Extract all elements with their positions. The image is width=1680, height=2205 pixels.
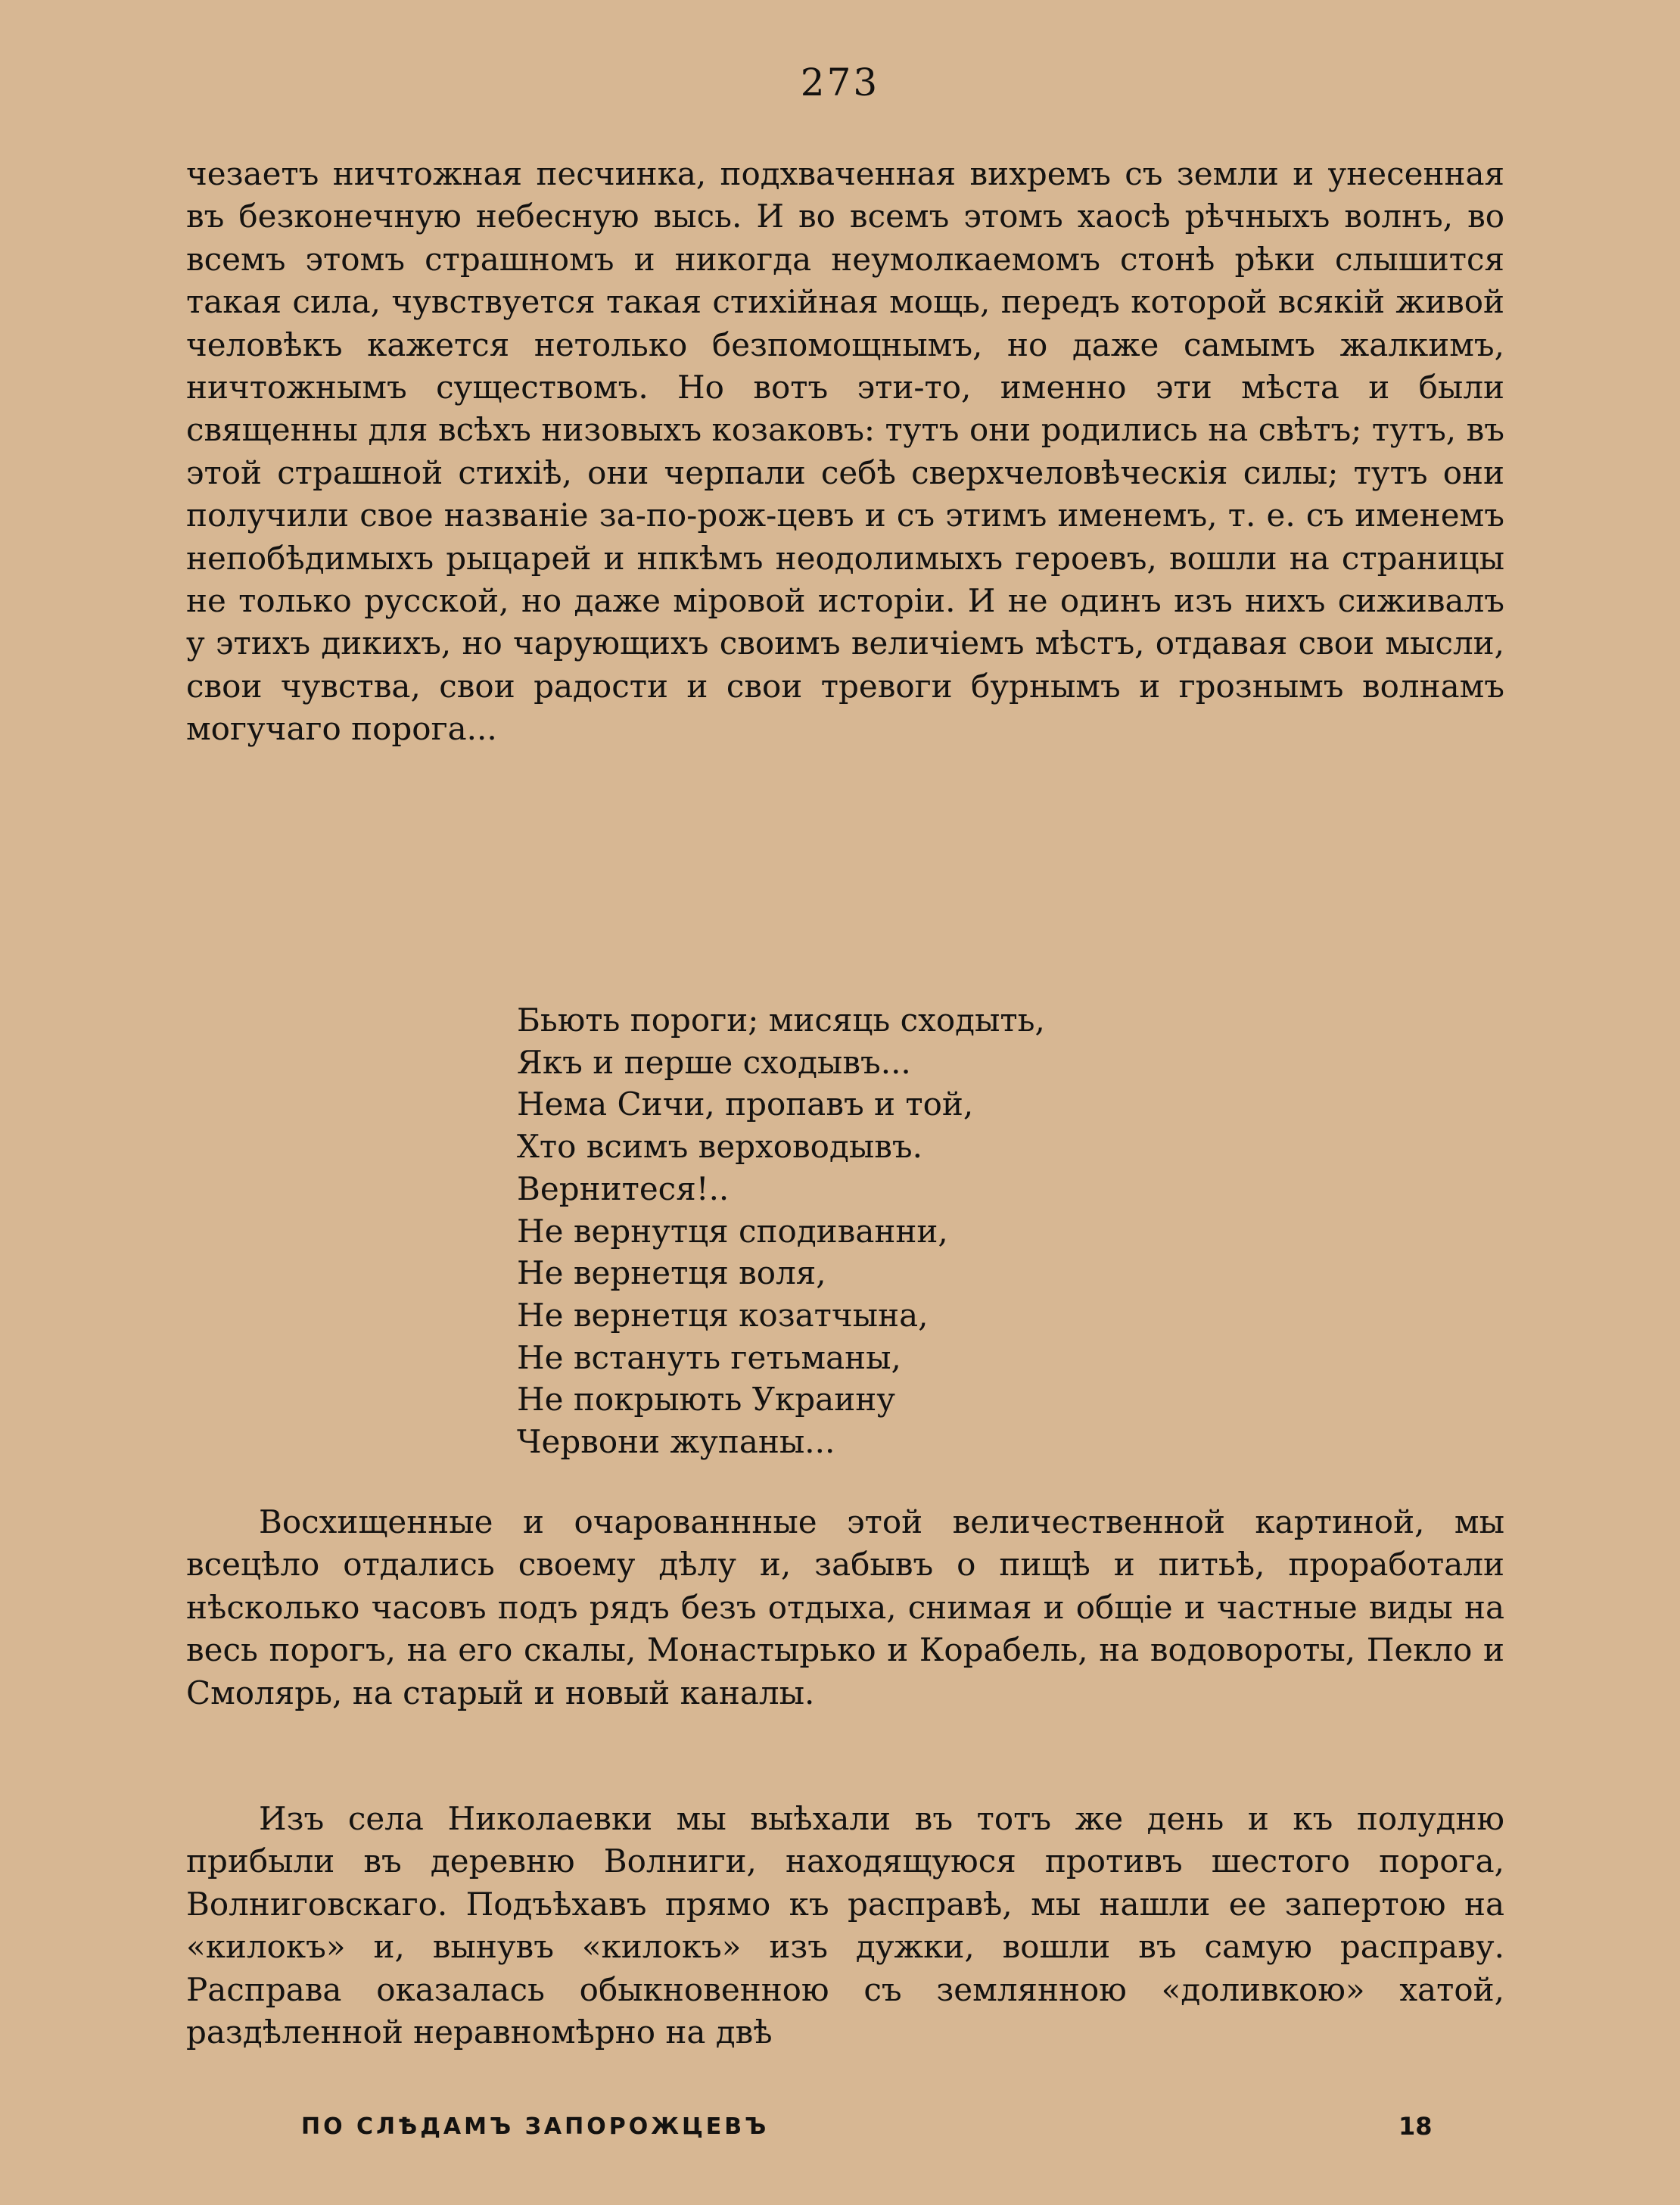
verse-line: Бьють пороги; мисяць сходыть, — [517, 1001, 1045, 1039]
verse-line: Нема Сичи, пропавъ и той, — [517, 1085, 974, 1123]
verse-line: Якъ и перше сходывъ... — [517, 1043, 911, 1081]
verse-line: Вернитеся!.. — [517, 1169, 730, 1207]
verse-line: Не встануть гетьманы, — [517, 1338, 901, 1376]
verse-line: Не вернутця сподиванни, — [517, 1212, 948, 1250]
paragraph-1: чезаетъ ничтожная песчинка, подхваченная вихремъ съ земли и унесенная въ безконечную небесную высь. И во всемъ этомъ хаосѣ рѣчныхъ волнъ, во всемъ этомъ страшномъ и никогда неумолкаемомъ стонѣ рѣки слышится такая сила, чувствуется такая стихійная мощь, передъ которой всякій живой человѣкъ кажется нетолько безпомощнымъ, но даже самымъ жалкимъ, ничтожнымъ существомъ. Но вотъ эти-то, именно эти мѣста и были священны для всѣхъ низовыхъ козаковъ: тутъ они родились на свѣтъ; тутъ, въ этой страшной стихіѣ, они черпали себѣ сверхчеловѣческія силы; тутъ они получили свое названіе за-по-рож-цевъ и съ этимъ именемъ, т. е. съ именемъ непобѣдимыхъ рыцарей и нпкѣмъ неодолимыхъ героевъ, вошли на страницы не только русской, но даже міровой исторіи. И не одинъ изъ нихъ сиживалъ у этихъ дикихъ, но чарующихъ своимъ величіемъ мѣстъ, отдавая свои мысли, свои чувства, свои радости и свои тревоги бурнымъ и грознымъ волнамъ могучаго порога... — [186, 155, 1504, 748]
page-number: 273 — [800, 61, 880, 104]
verse-line: Червони жупаны... — [517, 1423, 835, 1461]
signature-mark: 18 — [1398, 2112, 1433, 2141]
footer-title: ПО СЛѢДАМЪ ЗАПОРОЖЦЕВЪ — [301, 2113, 770, 2140]
verse-block — [517, 999, 1349, 1463]
verse-line: Не вернетця козатчына, — [517, 1296, 929, 1334]
paragraph-3: Изъ села Николаевки мы выѣхали въ тотъ же день и къ полудню прибыли въ деревню Волниги, находящуюся противъ шестого порога, Волниговскаго. Подъѣхавъ прямо къ расправѣ, мы нашли ее запертою на «килокъ» и, вынувъ «килокъ» изъ дужки, вошли въ самую расправу. Расправа оказалась обыкновенною съ землянною «доливкою» хатой, раздѣленной неравномѣрно на двѣ — [186, 1800, 1504, 2051]
paragraph-2: Восхищенные и очарованнные этой величественной картиной, мы всецѣло отдались своему дѣлу и, забывъ о пищѣ и питьѣ, проработали нѣсколько часовъ подъ рядъ безъ отдыха, снимая и общіе и частные виды на весь порогъ, на его скалы, Монастырько и Корабель, на водовороты, Пекло и Смолярь, на старый и новый каналы. — [186, 1503, 1504, 1711]
verse-line: Не вернетця воля, — [517, 1254, 826, 1292]
verse-line: Не покрыють Украину — [517, 1381, 895, 1419]
verse-line: Хто всимъ верховодывъ. — [517, 1128, 922, 1166]
